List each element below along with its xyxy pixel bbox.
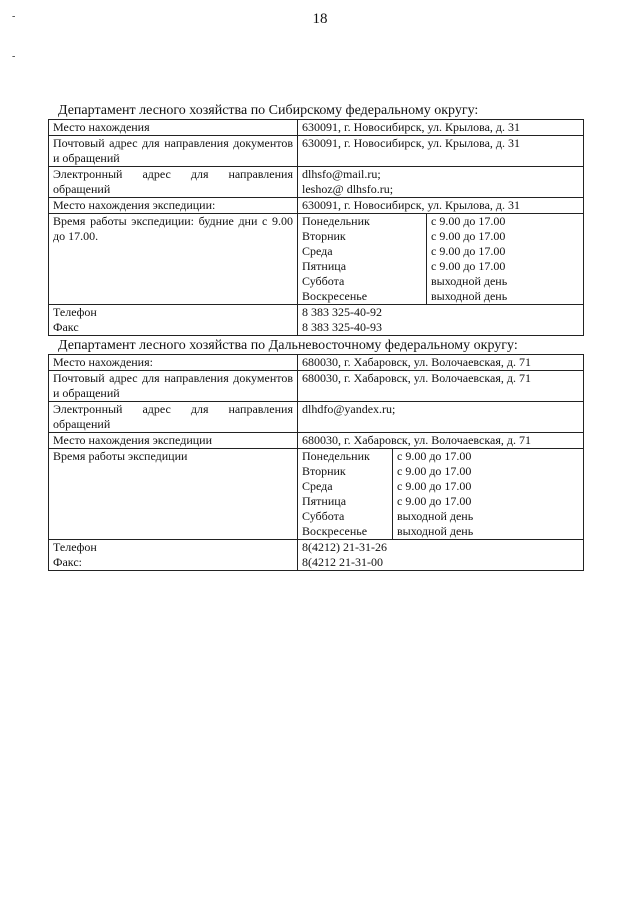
schedule-cell (298, 449, 584, 540)
row-label: Место нахождения: (49, 355, 298, 371)
schedule-day: Воскресенье (302, 524, 368, 538)
row-label: Место нахождения экспедиции (49, 433, 298, 449)
schedule-day: Среда (302, 479, 333, 493)
schedule-day: Пятница (302, 494, 347, 508)
row-label: Время работы экспедиции: будние дни с 9.00 до 17.00. (49, 214, 298, 305)
schedule-day: Пятница (302, 259, 347, 273)
schedule-time: с 9.00 до 17.00 (431, 214, 506, 228)
schedule-time: выходной день (431, 274, 508, 288)
row-label: Время работы экспедиции (49, 449, 298, 540)
email-link[interactable]: leshoz@ dlhsfo.ru; (302, 182, 394, 196)
table-row (49, 305, 584, 336)
schedule-hours (426, 214, 583, 304)
table-row (49, 136, 584, 167)
email-link[interactable]: dlhdfo@yandex.ru; (302, 402, 396, 416)
row-value (298, 305, 584, 336)
email-link[interactable]: dlhsfo@mail.ru; (302, 167, 381, 181)
schedule-time: с 9.00 до 17.00 (431, 229, 506, 243)
schedule-time: с 9.00 до 17.00 (397, 449, 472, 463)
schedule-hours (393, 449, 497, 539)
schedule-time: с 9.00 до 17.00 (397, 479, 472, 493)
schedule-days (298, 449, 393, 539)
phone-label: Телефон (53, 540, 97, 554)
row-label: Место нахождения (49, 120, 298, 136)
section-title: Департамент лесного хозяйства по Дальневосточному федеральному округу: (58, 338, 518, 353)
row-value: 680030, г. Хабаровск, ул. Волочаевская, д. 71 (298, 355, 584, 371)
row-value: 680030, г. Хабаровск, ул. Волочаевская, д. 71 (298, 371, 584, 402)
row-value: 630091, г. Новосибирск, ул. Крылова, д. 31 (298, 136, 584, 167)
schedule-day: Воскресенье (302, 289, 368, 303)
contact-table (48, 354, 584, 571)
row-value: 680030, г. Хабаровск, ул. Волочаевская, д. 71 (298, 433, 584, 449)
schedule-day: Понедельник (302, 214, 370, 228)
schedule-day: Вторник (302, 464, 346, 478)
row-label (49, 305, 298, 336)
table-row (49, 120, 584, 136)
schedule-day: Вторник (302, 229, 346, 243)
row-label: Электронный адрес для направления обращений (49, 402, 298, 433)
phone-value: 8 383 325-40-92 (302, 305, 382, 319)
table-row (49, 540, 584, 571)
schedule-day: Суббота (302, 509, 345, 523)
schedule-time: выходной день (431, 289, 508, 303)
schedule-day: Понедельник (302, 449, 370, 463)
schedule-time: с 9.00 до 17.00 (431, 244, 506, 258)
table-row (49, 433, 584, 449)
fax-label: Факс: (53, 555, 82, 569)
table-row (49, 214, 584, 305)
schedule-days (298, 214, 426, 304)
schedule-time: выходной день (397, 524, 474, 538)
margin-mark: - (12, 51, 16, 62)
schedule-time: с 9.00 до 17.00 (397, 464, 472, 478)
row-value: 630091, г. Новосибирск, ул. Крылова, д. 31 (298, 198, 584, 214)
row-label: Место нахождения экспедиции: (49, 198, 298, 214)
margin-mark: - (12, 11, 16, 22)
phone-label: Телефон (53, 305, 97, 319)
row-label (49, 540, 298, 571)
table-row (49, 167, 584, 198)
table-row (49, 198, 584, 214)
row-label: Почтовый адрес для направления документов и обращений (49, 371, 298, 402)
schedule-day: Среда (302, 244, 333, 258)
row-value (298, 540, 584, 571)
table-row (49, 355, 584, 371)
table-row (49, 402, 584, 433)
row-value (298, 167, 584, 198)
fax-label: Факс (53, 320, 79, 334)
row-label: Почтовый адрес для направления документов и обращений (49, 136, 298, 167)
schedule-time: выходной день (397, 509, 474, 523)
table-row (49, 449, 584, 540)
table-row (49, 371, 584, 402)
contact-table (48, 119, 584, 336)
schedule-cell (298, 214, 584, 305)
schedule-time: с 9.00 до 17.00 (431, 259, 506, 273)
schedule-time: с 9.00 до 17.00 (397, 494, 472, 508)
section-title: Департамент лесного хозяйства по Сибирскому федеральному округу: (58, 103, 479, 118)
fax-value: 8(4212 21-31-00 (302, 555, 383, 569)
row-value: 630091, г. Новосибирск, ул. Крылова, д. 31 (298, 120, 584, 136)
page-number: 18 (312, 11, 328, 27)
fax-value: 8 383 325-40-93 (302, 320, 382, 334)
schedule-day: Суббота (302, 274, 345, 288)
row-value (298, 402, 584, 433)
row-label: Электронный адрес для направления обращений (49, 167, 298, 198)
phone-value: 8(4212) 21-31-26 (302, 540, 387, 554)
